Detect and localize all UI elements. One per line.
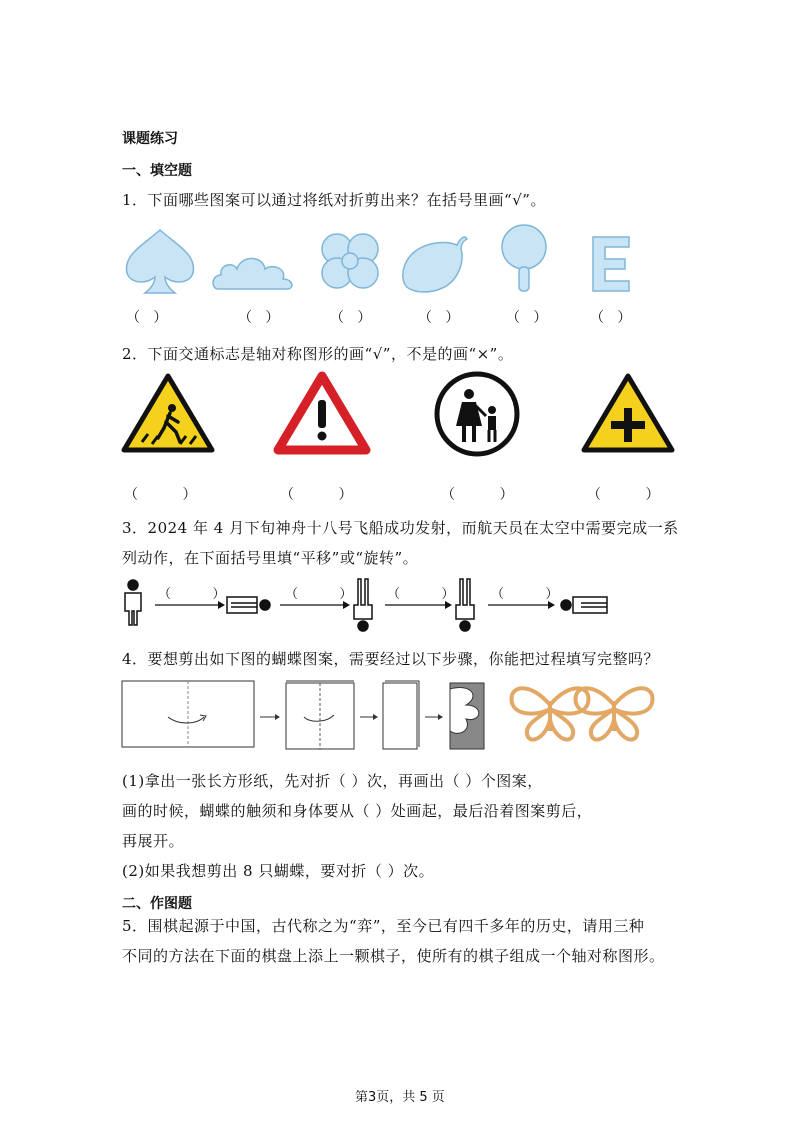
leaf-shape [403, 237, 467, 292]
paper-step-4 [450, 683, 484, 749]
astronaut-horizontal-2 [561, 597, 607, 613]
q1-blank-6[interactable]: （ ） [590, 310, 632, 326]
crossroad-warning-sign [584, 376, 672, 450]
question-2: 2．下面交通标志是轴对称图形的画“√”，不是的画“×”。 [122, 345, 514, 363]
q1-blank-1[interactable]: （ ） [126, 310, 168, 326]
paper-step-1 [122, 681, 254, 747]
q3-astronaut-sequence [115, 575, 615, 635]
q4-part-1-line-3: 再展开。 [122, 832, 185, 850]
q2-blank-1[interactable]: （ ） [124, 487, 197, 503]
paper-step-3 [383, 681, 419, 749]
q4-part-2: (2)如果我想剪出 8 只蝴蝶，要对折（ ）次。 [122, 862, 435, 880]
page-footer: 第3页，共 5 页 [355, 1090, 445, 1105]
q2-blank-2[interactable]: （ ） [280, 487, 353, 503]
question-5-line-1: 5．围棋起源于中国，古代称之为“弈”，至今已有四千多年的历史，请用三种 [122, 917, 645, 935]
question-4: 4．要想剪出如下图的蝴蝶图案，需要经过以下步骤，你能把过程填写完整吗？ [122, 650, 660, 668]
question-3-line-1: 3．2024 年 4 月下旬神舟十八号飞船成功发射，而航天员在太空中需要完成一系 [122, 519, 679, 537]
q2-signs-row [120, 370, 680, 465]
arrow-step-1 [260, 714, 280, 720]
spade-shape [126, 230, 193, 293]
exercise-heading: 课题练习 [122, 131, 178, 147]
q3-blank-2[interactable]: （ ） [285, 587, 353, 602]
pedestrian-crossing-sign [124, 376, 212, 450]
q1-blank-3[interactable]: （ ） [330, 310, 372, 326]
arrow-step-3 [425, 714, 443, 720]
astronaut-horizontal-1 [227, 597, 270, 613]
section-fill-blank: 一、填空题 [122, 163, 192, 179]
letter-e-shape [593, 237, 629, 291]
q3-blank-4[interactable]: （ ） [491, 587, 559, 602]
q1-blank-4[interactable]: （ ） [418, 310, 460, 326]
question-3-line-2: 列动作，在下面括号里填“平移”或“旋转”。 [122, 549, 419, 567]
exclamation-warning-sign [278, 376, 366, 450]
cloud-shape [213, 259, 292, 290]
q1-blank-2[interactable]: （ ） [238, 310, 280, 326]
q1-shapes-row [115, 225, 655, 297]
question-5-line-2: 不同的方法在下面的棋盘上添上一颗棋子，使所有的棋子组成一个轴对称图形。 [122, 947, 665, 965]
astronaut-upside-down-2 [456, 579, 474, 631]
q2-blank-3[interactable]: （ ） [441, 487, 514, 503]
q4-part-1-line-1: (1)拿出一张长方形纸，先对折（ ）次，再画出（ ）个图案， [122, 772, 543, 790]
q3-blank-1[interactable]: （ ） [158, 587, 226, 602]
flower-shape [322, 234, 378, 288]
section-drawing: 二、作图题 [122, 896, 192, 912]
astronaut-standing [125, 580, 141, 625]
arrow-step-2 [360, 714, 378, 720]
astronaut-upside-down-1 [354, 579, 372, 631]
question-1: 1．下面哪些图案可以通过将纸对折剪出来？在括号里画“√”。 [122, 191, 546, 209]
q1-blank-5[interactable]: （ ） [506, 310, 548, 326]
paper-step-2 [286, 681, 354, 749]
q3-blank-3[interactable]: （ ） [387, 587, 455, 602]
q4-part-1-line-2: 画的时候，蝴蝶的触须和身体要从（ ）处画起，最后沿着图案剪后， [122, 802, 593, 820]
q2-blank-4[interactable]: （ ） [587, 487, 660, 503]
pedestrian-round-sign [437, 374, 517, 454]
q4-folding-steps [120, 675, 660, 755]
lollipop-shape [502, 225, 546, 291]
